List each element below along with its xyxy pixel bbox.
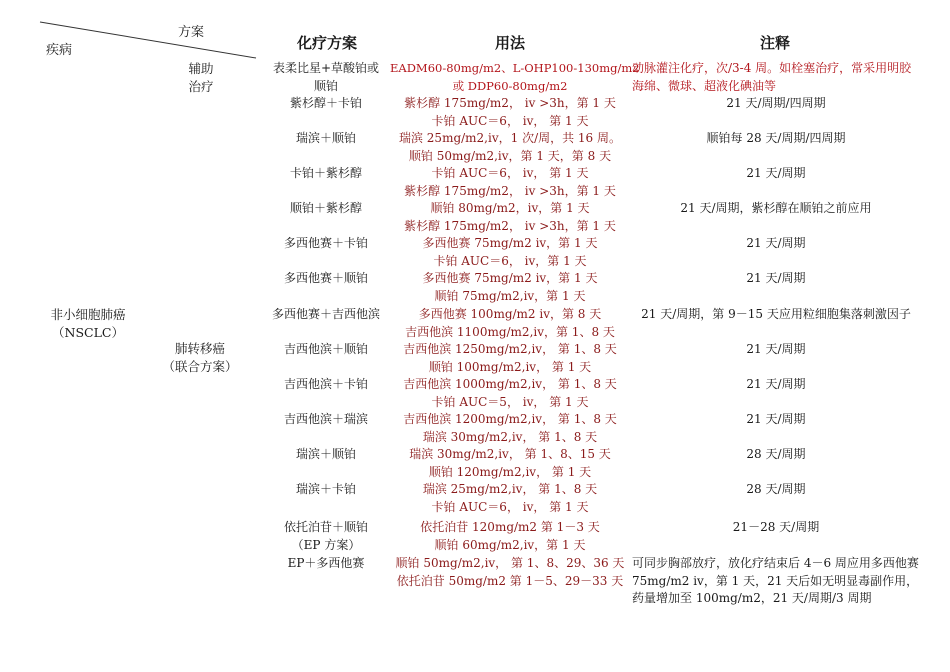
usage-line: 瑞滨 25mg/m2,iv， 第 1、8 天 [422, 482, 598, 496]
column-header-regimen: 化疗方案 [296, 34, 357, 52]
usage-line: 依托泊苷 120mg/m2 第 1－3 天 [420, 520, 600, 534]
usage-line: 瑞滨 25mg/m2,iv，1 次/周，共 16 周。 [398, 131, 622, 145]
usage-cell [390, 411, 630, 446]
regimen-cell [255, 235, 397, 253]
regimen-cell [255, 200, 397, 218]
category-adjuvant [168, 60, 234, 96]
usage-line: 多西他赛 75mg/m2 iv，第 1 天 [422, 271, 598, 285]
usage-line: 顺铂 120mg/m2,iv， 第 1 天 [428, 464, 592, 479]
column-header-note: 注释 [759, 34, 790, 52]
regimen-cell [255, 555, 397, 573]
regimen-line: 紫杉醇＋卡铂 [289, 96, 362, 110]
regimen-cell [255, 60, 397, 95]
usage-cell [390, 555, 630, 590]
regimen-line: 吉西他滨＋顺铂 [283, 342, 368, 356]
note-cell: 21 天/周期 [746, 236, 806, 250]
category-adjuvant-line1: 辅助 [188, 61, 214, 76]
usage-line: 依托泊苷 50mg/m2 第 1－5、29－33 天 [396, 573, 624, 588]
usage-cell [390, 481, 630, 516]
disease-label [38, 306, 138, 342]
usage-line: 吉西他滨 1000mg/m2,iv， 第 1、8 天 [403, 377, 617, 391]
note-cell: 可同步胸部放疗，放化疗结束后 4－6 周应用多西他赛 75mg/m2 iv，第 1 天，21 天后如无明显毒副作用，药量增加至 100mg/m2，21 天/周期/3 周期 [632, 556, 919, 605]
regimen-line: 顺铂 [313, 78, 338, 93]
usage-cell [390, 200, 630, 235]
regimen-cell [255, 306, 397, 324]
regimen-cell [255, 165, 397, 183]
note-cell: 28 天/周期 [746, 447, 806, 461]
usage-line: 吉西他滨 1100mg/m2,iv，第 1、8 天 [405, 324, 615, 339]
regimen-cell [255, 519, 397, 554]
usage-cell [390, 165, 630, 200]
category-adjuvant-line2: 治疗 [188, 79, 214, 94]
regimen-line: 顺铂＋紫杉醇 [289, 201, 362, 215]
usage-line: 卡铂 AUC＝6， iv， 第 1 天 [431, 113, 589, 128]
usage-line: 或 DDP60-80mg/m2 [452, 78, 568, 93]
usage-line: 顺铂 50mg/m2,iv，第 1 天，第 8 天 [408, 148, 612, 163]
regimen-cell [255, 95, 397, 113]
usage-line: 顺铂 50mg/m2,iv， 第 1、8、29、36 天 [395, 556, 625, 570]
note-cell: 21 天/周期，紫杉醇在顺铂之前应用 [680, 201, 872, 215]
usage-line: 卡铂 AUC＝6， iv，第 1 天 [433, 253, 587, 268]
usage-line: 吉西他滨 1250mg/m2,iv， 第 1、8 天 [403, 342, 617, 356]
usage-cell [390, 60, 640, 95]
usage-cell [390, 270, 630, 305]
usage-cell [390, 376, 630, 411]
regimen-line: 多西他赛＋顺铂 [283, 271, 368, 285]
regimen-line: 瑞滨＋卡铂 [295, 482, 356, 496]
usage-line: 紫杉醇 175mg/m2， iv >3h，第 1 天 [404, 218, 616, 233]
regimen-line: 瑞滨＋顺铂 [295, 447, 356, 461]
category-metastatic-line2: （联合方案） [162, 359, 238, 374]
regimen-cell [255, 481, 397, 499]
regimen-line: 依托泊苷＋顺铂 [283, 520, 368, 534]
note-cell: 21 天/周期 [746, 166, 806, 180]
usage-line: 顺铂 60mg/m2,iv，第 1 天 [434, 537, 586, 552]
note-cell: 动脉灌注化疗，次/3-4 周。如栓塞治疗，常采用明胶海绵、微球、超液化碘油等 [632, 61, 912, 93]
usage-cell [390, 341, 630, 376]
note-cell: 21 天/周期 [746, 412, 806, 426]
note-cell: 21－28 天/周期 [732, 520, 820, 534]
regimen-line: 卡铂＋紫杉醇 [289, 166, 362, 180]
usage-cell [390, 130, 630, 165]
usage-cell [390, 95, 630, 130]
usage-line: 紫杉醇 175mg/m2， iv >3h，第 1 天 [404, 183, 616, 198]
usage-cell [390, 235, 630, 270]
regimen-line: 吉西他滨＋瑞滨 [283, 412, 368, 426]
regimen-line: 吉西他滨＋卡铂 [283, 377, 368, 391]
regimen-cell [255, 270, 397, 288]
usage-line: 卡铂 AUC＝6， iv， 第 1 天 [431, 166, 589, 180]
disease-abbrev: （NSCLC） [52, 325, 124, 340]
regimen-cell [255, 341, 397, 359]
regimen-line: 多西他赛＋卡铂 [283, 236, 368, 250]
usage-line: 卡铂 AUC＝6， iv， 第 1 天 [431, 499, 589, 514]
category-metastatic [150, 340, 250, 376]
category-metastatic-line1: 肺转移癌 [174, 341, 225, 356]
usage-line: 顺铂 80mg/m2，iv，第 1 天 [430, 201, 590, 215]
regimen-line: EP＋多西他赛 [287, 556, 365, 570]
note-cell: 21 天/周期 [746, 342, 806, 356]
regimen-line: 多西他赛＋吉西他滨 [271, 307, 380, 321]
usage-line: 顺铂 100mg/m2,iv， 第 1 天 [428, 359, 592, 374]
note-cell: 21 天/周期 [746, 377, 806, 391]
regimen-line: （EP 方案） [291, 537, 361, 552]
regimen-cell [255, 411, 397, 429]
regimen-line: 瑞滨＋顺铂 [295, 131, 356, 145]
usage-cell [390, 519, 630, 554]
usage-line: 多西他赛 75mg/m2 iv，第 1 天 [422, 236, 598, 250]
column-header-usage: 用法 [494, 34, 525, 52]
note-cell: 28 天/周期 [746, 482, 806, 496]
usage-line: 顺铂 75mg/m2,iv，第 1 天 [434, 288, 586, 303]
regimen-line: 表柔比星+草酸铂或 [272, 61, 380, 75]
usage-cell [390, 446, 630, 481]
usage-line: 瑞滨 30mg/m2,iv， 第 1、8 天 [422, 429, 598, 444]
note-cell: 21 天/周期/四周期 [726, 96, 826, 110]
usage-line: EADM60-80mg/m2、L-OHP100-130mg/m2 [390, 61, 640, 75]
disease-name: 非小细胞肺癌 [50, 307, 126, 322]
note-cell: 顺铂每 28 天/周期/四周期 [706, 131, 846, 145]
regimen-cell [255, 446, 397, 464]
regimen-cell [255, 376, 397, 394]
corner-label-scheme: 方案 [178, 25, 205, 40]
note-cell: 21 天/周期，第 9－15 天应用粒细胞集落刺激因子 [641, 307, 911, 321]
note-cell: 21 天/周期 [746, 271, 806, 285]
usage-cell [390, 306, 630, 341]
usage-line: 瑞滨 30mg/m2,iv， 第 1、8、15 天 [409, 447, 611, 461]
usage-line: 卡铂 AUC＝5， iv， 第 1 天 [431, 394, 589, 409]
regimen-cell [255, 130, 397, 148]
usage-line: 多西他赛 100mg/m2 iv，第 8 天 [418, 307, 602, 321]
usage-line: 紫杉醇 175mg/m2， iv >3h，第 1 天 [404, 96, 616, 110]
usage-line: 吉西他滨 1200mg/m2,iv， 第 1、8 天 [403, 412, 617, 426]
corner-label-disease: 疾病 [46, 43, 73, 58]
